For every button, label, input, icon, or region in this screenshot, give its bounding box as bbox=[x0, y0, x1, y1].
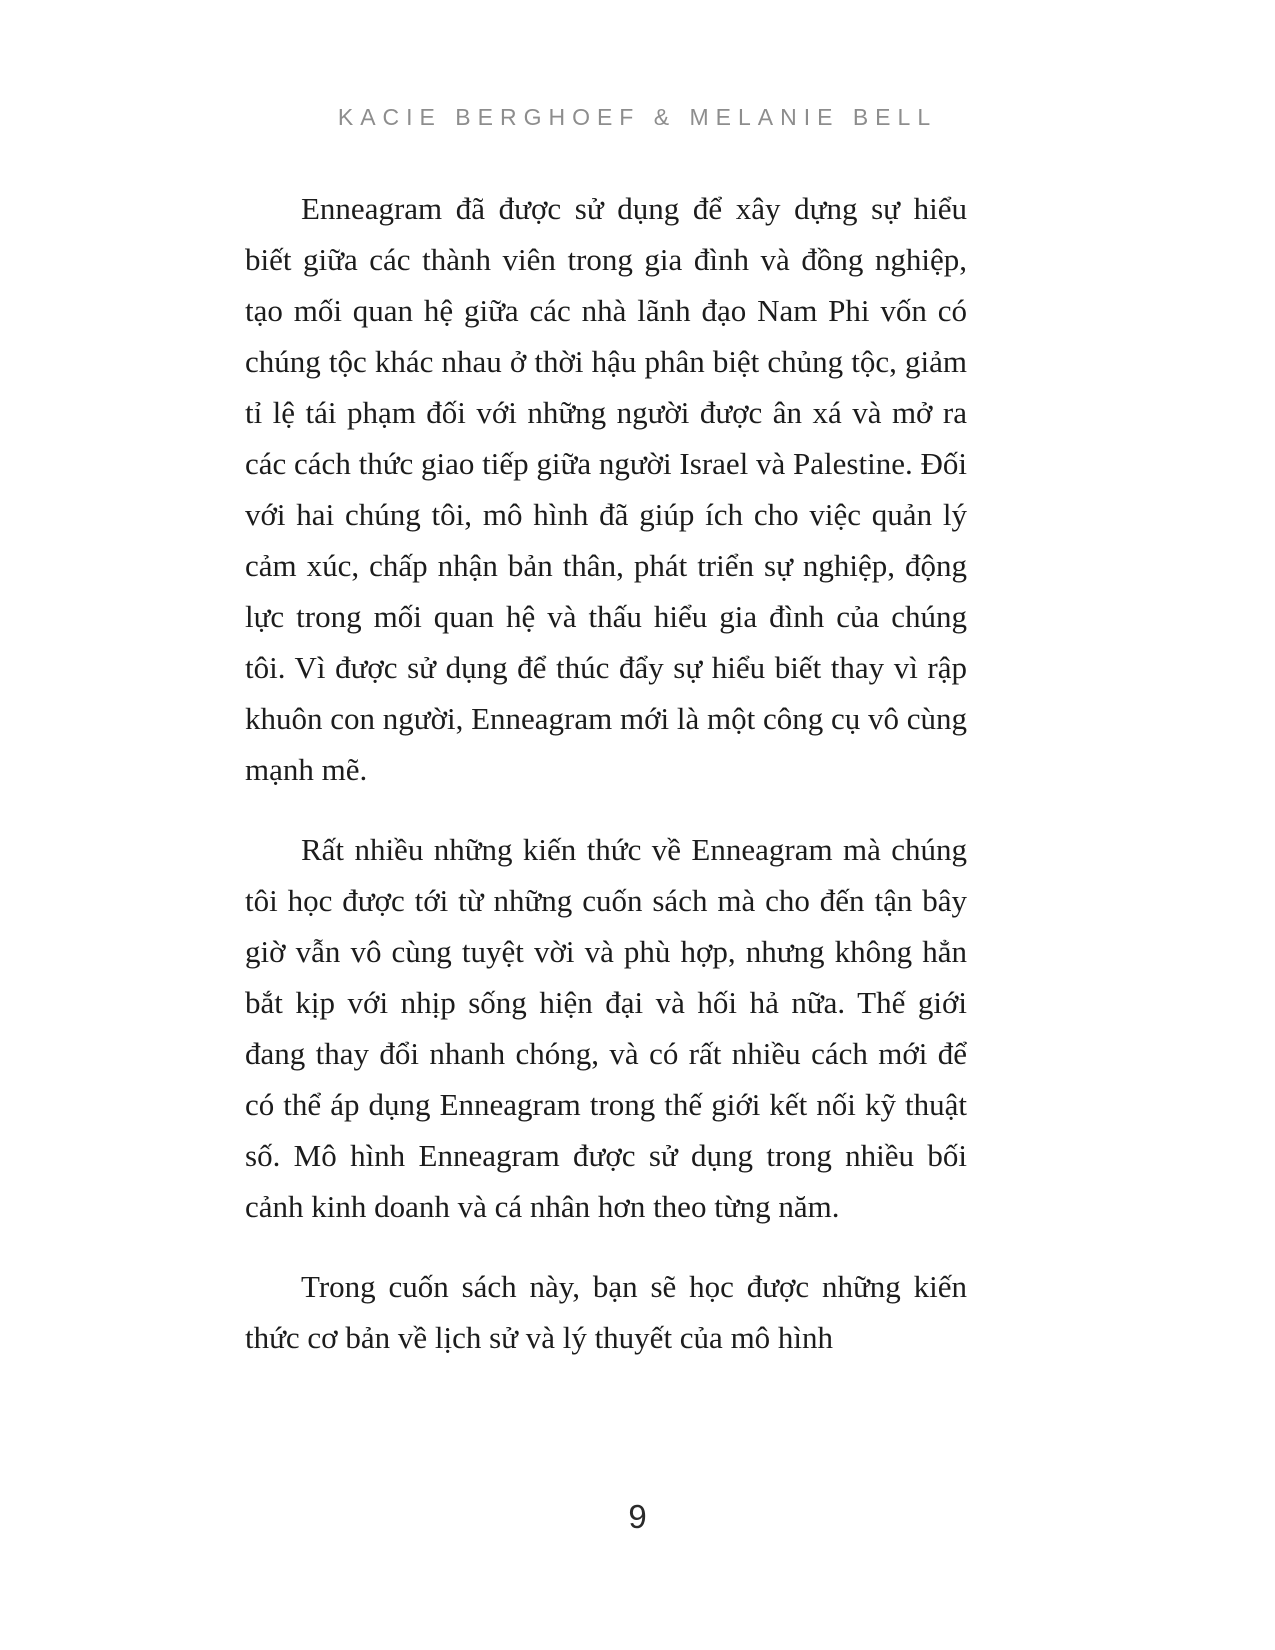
body-text-block bbox=[245, 183, 967, 1392]
paragraph-3: Trong cuốn sách này, bạn sẽ học được những kiến thức cơ bản về lịch sử và lý thuyết của mô hình bbox=[245, 1269, 967, 1355]
paragraph-1: Enneagram đã được sử dụng để xây dựng sự hiểu biết giữa các thành viên trong gia đình và đồng nghiệp, tạo mối quan hệ giữa các nhà lãnh đạo Nam Phi vốn có chúng tộc khác nhau ở thời hậu phân biệt chủng tộc, giảm tỉ lệ tái phạm đối với những người được ân xá và mở ra các cách thức giao tiếp giữa người Israel và Palestine. Đối với hai chúng tôi, mô hình đã giúp ích cho việc quản lý cảm xúc, chấp nhận bản thân, phát triển sự nghiệp, động lực trong mối quan hệ và thấu hiểu gia đình của chúng tôi. Vì được sử dụng để thúc đẩy sự hiểu biết thay vì rập khuôn con người, Enneagram mới là một công cụ vô cùng mạnh mẽ. bbox=[245, 191, 967, 787]
running-header-authors: KACIE BERGHOEF & MELANIE BELL bbox=[337, 104, 938, 130]
page-number: 9 bbox=[628, 1498, 647, 1535]
paragraph-2: Rất nhiều những kiến thức về Enneagram mà chúng tôi học được tới từ những cuốn sách mà cho đến tận bây giờ vẫn vô cùng tuyệt vời và phù hợp, nhưng không hẳn bắt kịp với nhịp sống hiện đại và hối hả nữa. Thế giới đang thay đổi nhanh chóng, và có rất nhiều cách mới để có thể áp dụng Enneagram trong thế giới kết nối kỹ thuật số. Mô hình Enneagram được sử dụng trong nhiều bối cảnh kinh doanh và cá nhân hơn theo từng năm. bbox=[245, 832, 967, 1224]
